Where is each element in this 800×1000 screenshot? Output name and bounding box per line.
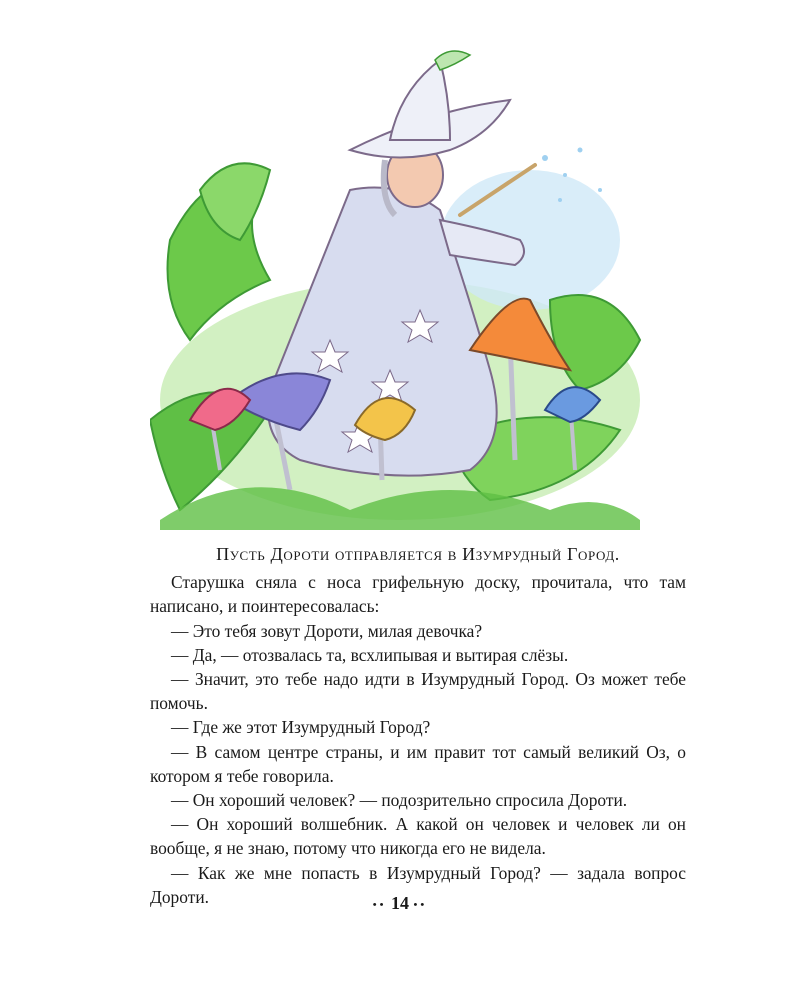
page-dot-left-1: • bbox=[372, 898, 380, 911]
page-number-footer bbox=[0, 893, 800, 914]
paragraph: — Это тебя зовут Дороти, милая девочка? bbox=[171, 620, 483, 641]
story-text bbox=[150, 542, 686, 909]
paragraph: Старушка сняла с носа грифельную доску, прочитала, что там написано, и поинтересовалась: bbox=[150, 572, 686, 617]
paragraph: — Да, — отозвалась та, всхлипывая и вытирая слёзы. bbox=[171, 644, 569, 665]
paragraph: — Он хороший волшебник. А какой он человек и человек ли он вообще, я не знаю, потому что никогда его не видела. bbox=[150, 814, 686, 859]
witch-illustration bbox=[150, 40, 650, 530]
fairy-witch-with-wand-icon bbox=[150, 40, 650, 530]
page-dot-right-2: • bbox=[420, 898, 428, 911]
paragraph: — Как же мне попасть в Изумрудный Город? — задала вопрос Дороти. bbox=[150, 862, 686, 907]
page-number: 14 bbox=[391, 893, 409, 913]
page-dot-left-2: • bbox=[379, 898, 387, 911]
page-dot-right-1: • bbox=[413, 898, 421, 911]
page-heading: Пусть Дороти отправляется в Изумрудный Город. bbox=[216, 544, 620, 564]
paragraph: — Он хороший человек? — подозрительно спросила Дороти. bbox=[171, 790, 628, 811]
paragraph: — Где же этот Изумрудный Город? bbox=[171, 717, 431, 738]
paragraph: — Значит, это тебе надо идти в Изумрудный Город. Оз может тебе помочь. bbox=[150, 669, 686, 714]
paragraph: — В самом центре страны, и им правит тот самый великий Оз, о котором я тебе говорила. bbox=[150, 741, 686, 786]
